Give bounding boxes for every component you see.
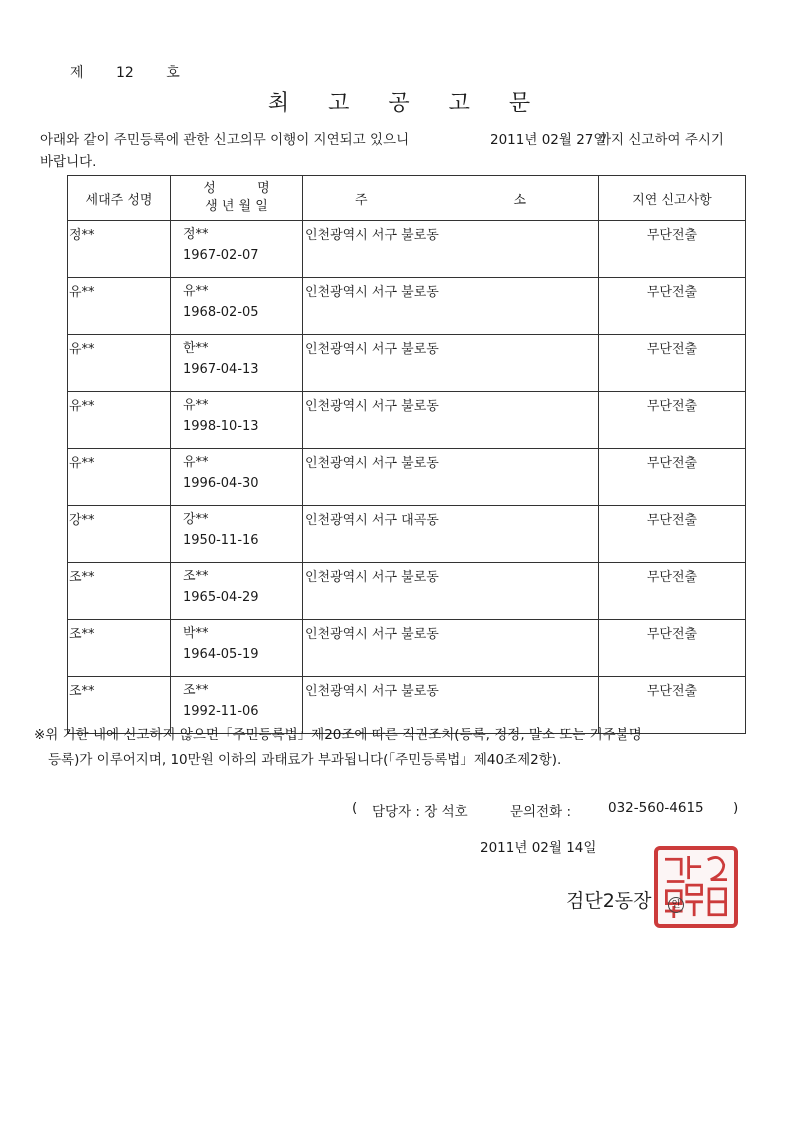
notice-table [67,175,746,734]
person-name: 조** [183,569,209,584]
header-address-left: 주 [355,193,368,208]
contact-phone-label: 문의전화 : [510,804,572,820]
seal-mark: 인 [668,897,684,913]
address-cell: 인천광역시 서구 불로동 [303,677,599,734]
header-person-name: 성 명 [203,181,270,196]
header-person-birth: 생 년 월 일 [205,199,268,214]
person-name: 박** [183,626,209,641]
person-name: 유** [183,455,209,470]
householder-cell: 조** [68,563,171,620]
header-address-right: 소 [513,193,526,208]
address-cell: 인천광역시 서구 대곡동 [303,506,599,563]
table-row [68,335,746,392]
title-char: 최 [267,91,292,116]
header-reason: 지연 신고사항 [599,176,746,221]
contact-phone: 032-560-4615 [608,800,704,816]
householder-cell: 유** [68,449,171,506]
person-name: 유** [183,284,209,299]
person-birth: 1992-11-06 [183,704,259,719]
address-cell: 인천광역시 서구 불로동 [303,221,599,278]
header-householder: 세대주 성명 [68,176,171,221]
householder-cell: 유** [68,392,171,449]
page-title [0,86,800,117]
table-row [68,278,746,335]
address-cell: 인천광역시 서구 불로동 [303,449,599,506]
person-cell [171,221,303,278]
person-birth: 1998-10-13 [183,419,259,434]
reason-cell: 무단전출 [599,563,746,620]
seal-glyphs [658,850,734,924]
header-person [171,176,303,221]
reason-cell: 무단전출 [599,221,746,278]
person-cell [171,449,303,506]
person-name: 유** [183,398,209,413]
person-birth: 1965-04-29 [183,590,259,605]
issuer-name: 검단2동장 [566,890,652,912]
person-cell [171,335,303,392]
householder-cell: 조** [68,620,171,677]
householder-cell: 정** [68,221,171,278]
table-row [68,392,746,449]
table-row [68,221,746,278]
official-seal-stamp [654,846,738,928]
reason-cell: 무단전출 [599,449,746,506]
title-char: 고 [448,91,472,116]
contact-open-paren: ( [352,800,358,816]
householder-cell: 유** [68,278,171,335]
doc-number-suffix: 호 [166,65,180,81]
person-name: 한** [183,341,209,356]
reason-cell: 무단전출 [599,335,746,392]
person-name: 정** [183,227,209,242]
legal-note-line2: 등록)가 이루어지며, 10만원 이하의 과태료가 부과됩니다(「주민등록법」제40조제2항). [48,752,562,768]
doc-number-prefix: 제 [70,65,84,81]
reason-cell: 무단전출 [599,677,746,734]
person-name: 조** [183,683,209,698]
reason-cell: 무단전출 [599,620,746,677]
householder-cell: 조** [68,677,171,734]
address-cell: 인천광역시 서구 불로동 [303,620,599,677]
householder-cell: 강** [68,506,171,563]
reason-cell: 무단전출 [599,278,746,335]
header-address [303,176,599,221]
address-cell: 인천광역시 서구 불로동 [303,392,599,449]
table-row [68,563,746,620]
legal-note-line1: ※위 기한 내에 신고하지 않으면「주민등록법」제20조에 따른 직권조치(등록, 정정, 말소 또는 거주불명 [34,727,642,743]
address-cell: 인천광역시 서구 불로동 [303,278,599,335]
person-cell [171,506,303,563]
document-number [70,62,180,82]
title-char: 고 [328,91,352,116]
person-birth: 1967-04-13 [183,362,259,377]
reason-cell: 무단전출 [599,506,746,563]
person-birth: 1996-04-30 [183,476,259,491]
address-cell: 인천광역시 서구 불로동 [303,335,599,392]
deadline-date: 2011년 02월 27일 [490,132,607,148]
person-cell [171,278,303,335]
contact-close-paren: ) [733,800,739,816]
householder-cell: 유** [68,335,171,392]
doc-number: 12 [115,65,134,81]
intro-text: 아래와 같이 주민등록에 관한 신고의무 이행이 지연되고 있으니 [40,132,410,148]
issue-date: 2011년 02월 14일 [480,840,597,856]
person-birth: 1967-02-07 [183,248,259,263]
person-cell [171,392,303,449]
person-name: 강** [183,512,209,527]
table-header-row [68,176,746,221]
address-cell: 인천광역시 서구 불로동 [303,563,599,620]
title-char: 공 [388,91,412,116]
intro-text-tail: 까지 신고하여 주시기 [598,132,724,148]
person-birth: 1950-11-16 [183,533,259,548]
person-cell [171,563,303,620]
table-row [68,449,746,506]
contact-person: 담당자 : 장 석호 [372,804,468,820]
title-char: 문 [508,91,533,116]
person-cell [171,620,303,677]
intro-text-line2: 바랍니다. [40,154,97,170]
person-birth: 1968-02-05 [183,305,259,320]
table-row [68,506,746,563]
table-row [68,620,746,677]
person-birth: 1964-05-19 [183,647,259,662]
reason-cell: 무단전출 [599,392,746,449]
